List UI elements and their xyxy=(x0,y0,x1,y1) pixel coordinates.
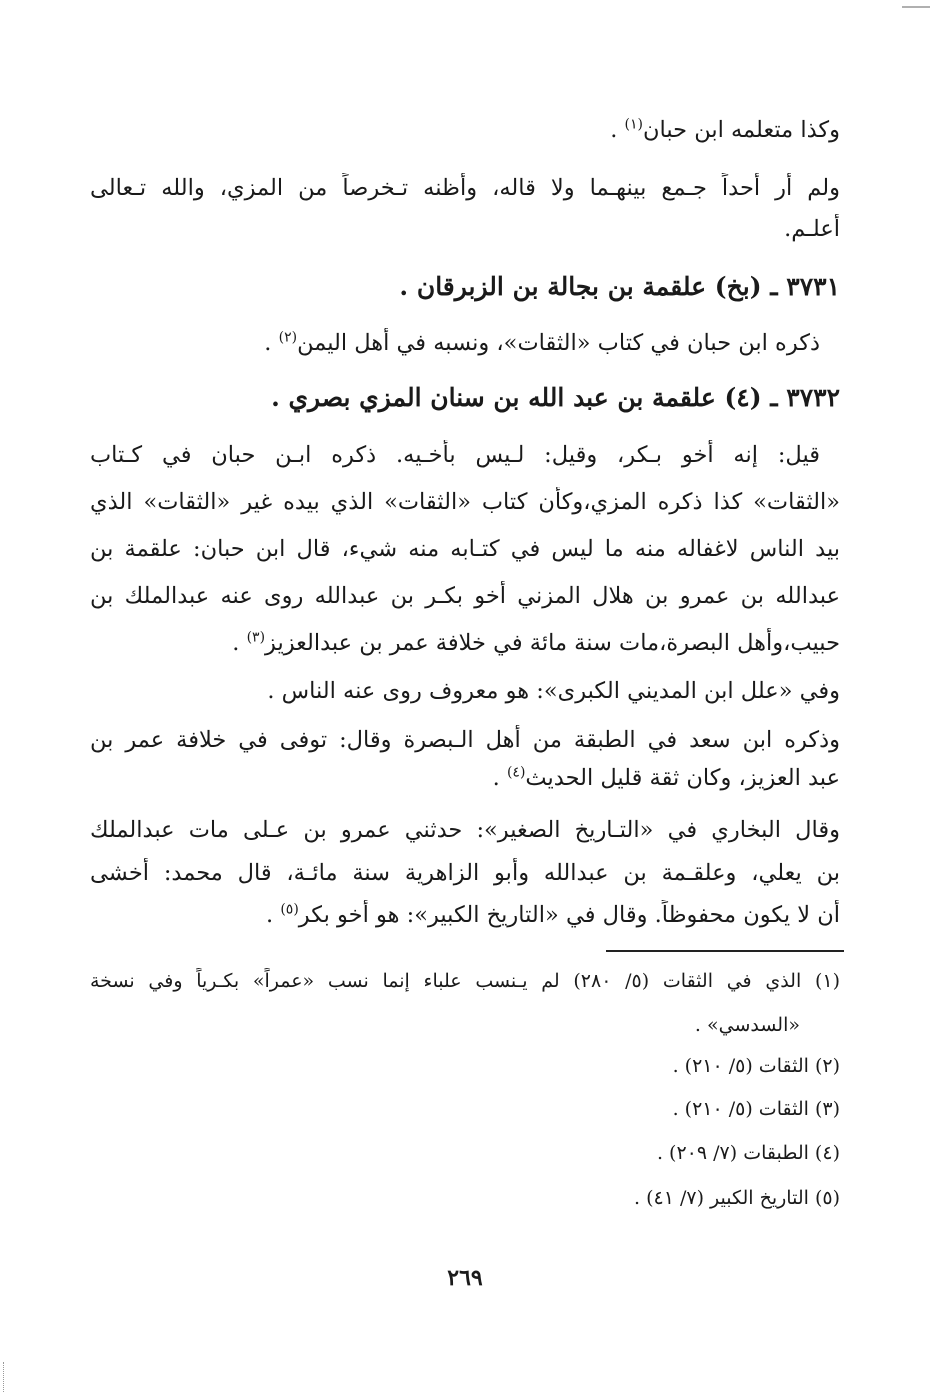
body-line: بن يعلي، وعلقـمة بن عبدالله وأبو الزاهرية سنة مائـة، قال محمد: أخشى xyxy=(90,860,840,886)
body-line: وذكره ابن سعد في الطبقة من أهل الـبصرة وقال: توفى في خلافة عمر بن xyxy=(90,727,840,753)
footnote-3: (٣) الثقات (٥/ ٢١٠) . xyxy=(672,1098,840,1120)
footnote-ref-4[interactable]: (٤) xyxy=(506,764,526,781)
body-line: ولم أر أحداً جـمع بينهـما ولا قاله، وأظنه تـخرصاً من المزي، والله تـعالى xyxy=(90,175,840,201)
top-edge-mark xyxy=(902,6,930,8)
footnote-1-continuation: «السدسي» . xyxy=(694,1014,800,1036)
footnote-separator xyxy=(606,950,844,952)
entry-heading-3731: ٣٧٣١ ـ (بخ) علقمة بن بجالة بن الزبرقان . xyxy=(399,272,840,301)
body-line: بيد الناس لاغفاله منه ما ليس في كتـابه منه شيء، قال ابن حبان: علقمة بن xyxy=(90,536,840,562)
body-line: «الثقات» كذا ذكره المزي،وكأن كتاب «الثقات» الذي بيده غير «الثقات» الذي xyxy=(90,489,840,515)
body-line: وفي «علل ابن المديني الكبرى»: هو معروف روى عنه الناس . xyxy=(267,678,840,704)
footnote-ref-5[interactable]: (٥) xyxy=(280,901,299,918)
body-line: حبيب،وأهل البصرة،مات سنة مائة في خلافة عمر بن عبدالعزيز$^{(٣)}$ . xyxy=(232,629,840,656)
footnote-5: (٥) التاريخ الكبير (٧/ ٤١) . xyxy=(633,1187,840,1209)
body-line: عبدالله بن عمرو بن هلال المزني أخو بكـر بن عبدالله روى عنه عبدالملك بن xyxy=(90,583,840,609)
entry-heading-3732: ٣٧٣٢ ـ (٤) علقمة بن عبد الله بن سنان المزي بصري . xyxy=(271,383,840,412)
body-line: وقال البخاري في «التـاريخ الصغير»: حدثني عمرو بن عـلى مات عبدالملك xyxy=(90,817,840,843)
body-line: وكذا متعلمه ابن حبان$^{(١)}$ . xyxy=(610,116,840,143)
body-line: ذكره ابن حبان في كتاب «الثقات»، ونسبه في أهل اليمن$^{(٢)}$ . xyxy=(264,329,820,356)
page-number: ٢٦٩ xyxy=(447,1265,483,1291)
margin-mark xyxy=(3,1362,6,1392)
body-line: قيل: إنه أخو بـكر، وقيل: لـيس بأخـيه. ذكره ابـن حبان في كـتاب xyxy=(90,442,820,468)
footnote-ref-3[interactable]: (٣) xyxy=(246,629,266,646)
footnote-2: (٢) الثقات (٥/ ٢١٠) . xyxy=(672,1055,840,1077)
body-line: عبد العزيز، وكان ثقة قليل الحديث$^{(٤)}$ . xyxy=(492,764,840,791)
body-line: أعلـم. xyxy=(784,216,840,242)
footnote-ref-1[interactable]: (١) xyxy=(624,116,643,133)
footnote-1: (١) الذي في الثقات (٥/ ٢٨٠) لم يـنسب علباء إنما نسب «عمراً» بكـرياً وفي نسخة xyxy=(90,970,840,992)
footnote-ref-2[interactable]: (٢) xyxy=(278,329,298,346)
footnote-4: (٤) الطبقات (٧/ ٢٠٩) . xyxy=(656,1142,840,1164)
body-line: أن لا يكون محفوظاً. وقال في «التاريخ الكبير»: هو أخو بكر$^{(٥)}$ . xyxy=(266,901,840,928)
